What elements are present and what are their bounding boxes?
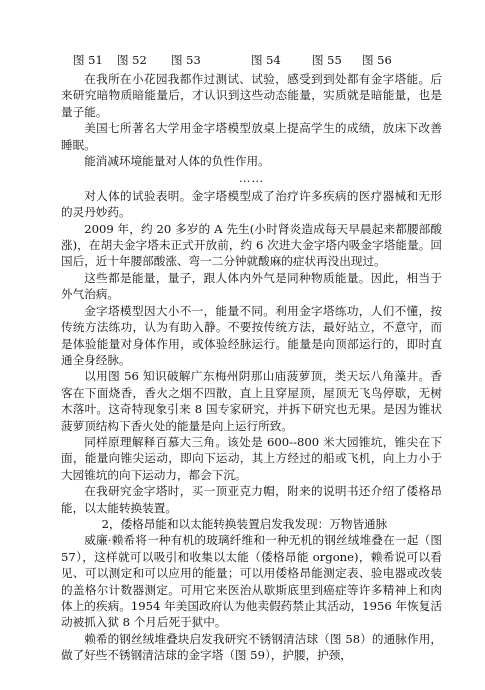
figure-label-row <box>0 52 485 68</box>
paragraph: 能消减环境能量对人体的负性作用。 <box>84 154 270 169</box>
paragraph: 赖希的钢丝绒堆叠块启发我研究不锈钢清洁球（图 58）的通脉作用，做了好些不锈钢清洁球的金字塔（图 59），护腰，护颈， <box>61 631 442 663</box>
figure-label-52: 图 52 <box>117 53 147 67</box>
figure-label-55: 图 55 <box>312 53 342 67</box>
figure-label-54: 图 54 <box>251 53 281 67</box>
paragraph: 对人体的试验表明。金字塔模型成了治疗许多疾病的医疗器械和无形的灵丹妙药。 <box>61 188 442 220</box>
paragraph: 在我研究金字塔时，买一顶亚克力帽，附来的说明书还介绍了倭格昂能，以太能转换装置。 <box>61 484 442 515</box>
figure-label-56: 图 56 <box>362 53 392 67</box>
paragraph: 同样原理解释百慕大三角。该处是 600--800 米大园锥坑，锥尖在下面，能量向锥尖运动，即向下运动，其上方经过的船或飞机，向上力小于大园锥坑的向下运动力，都会下沉。 <box>61 434 442 482</box>
paragraph: 以用图 56 知识破解广东梅州阴那山庙菠萝顶，类天坛八角藻井。香客在下面烧香，香火之烟不四散，直上且穿屋顶，屋顶无飞鸟停歇，无树木落叶。这奇特现象引来 8 国专家研究，并拆下研究也无果。是因为锥状菠萝顶结构下香火处的能量是向上运行所致。 <box>61 369 442 433</box>
section-heading: 2，倭格昂能和以太能转换装置启发我发现：万物皆通脉 <box>101 516 388 531</box>
paragraph: 2009 年，约 20 多岁的 A 先生(小时肾炎造成每天早晨起来都腰部酸涨)，在胡夫金字塔未正式开放前，约 6 次进大金字塔内吸金字塔能量。回国后，近十年腰部酸涨、弯一二分钟就酸麻的症状再没出现过。 <box>61 221 442 269</box>
figure-label-53: 图 53 <box>171 53 201 67</box>
ellipsis-line: …… <box>238 171 265 186</box>
paragraph: 美国七所著名大学用金字塔模型放桌上提高学生的成绩，放床下改善睡眠。 <box>61 121 442 152</box>
figure-label-51: 图 51 <box>73 53 103 67</box>
paragraph: 在我所在小花园我都作过测试、试验，感受到到处都有金字塔能。后来研究暗物质暗能量后，才认识到这些动态能量，实质就是暗能量，也是量子能。 <box>61 72 442 119</box>
paragraph: 这些都是能量，量子，跟人体内外气是同种物质能量。因此，相当于外气治病。 <box>61 270 442 302</box>
body-text <box>61 71 442 664</box>
paragraph: 威廉·赖希将一种有机的玻璃纤维和一种无机的钢丝绒堆叠在一起（图 57），这样就可以吸引和收集以太能（倭格昂能 orgone)，赖希说可以看见、可以测定和可以应用的能量；可以用倭格昂能测定表、验电器或改装的盖格尔计数器测定。可用它来医治从歇斯底里到癌症等许多精神上和肉体上的疾病。1954 年美国政府认为他卖假药禁止其活动，1956 年恢复活动被抓入狱 8 个月后死于狱中。 <box>61 533 442 630</box>
paragraph: 金字塔模型因大小不一，能量不同。利用金字塔练功，人们不懂，按传统方法练功，认为有助入静。不要按传统方法，最好站立，不意守，而是体验能量对身体作用，或体验经脉运行。能量是向顶部运行的，即时直通全身经脉。 <box>61 303 442 367</box>
